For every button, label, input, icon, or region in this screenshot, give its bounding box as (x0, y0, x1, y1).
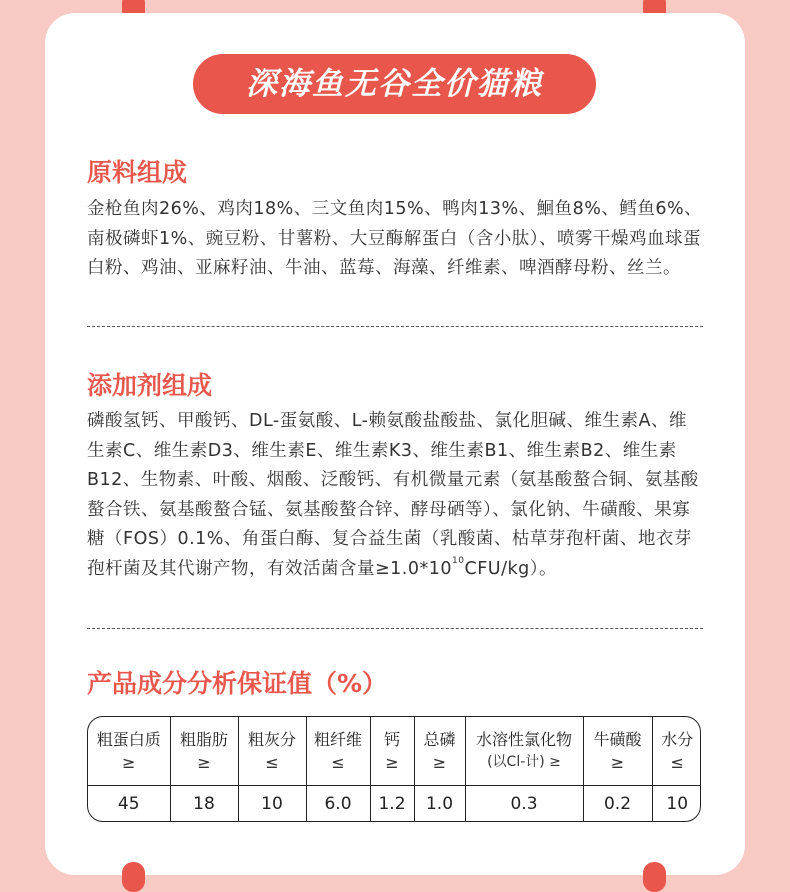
additives-text (87, 407, 703, 584)
table-header-cell (583, 717, 652, 785)
table-header-cell (465, 717, 583, 785)
table-header-cell (170, 717, 238, 785)
column-sign: ≥ (197, 752, 211, 772)
column-sign: ≤ (265, 752, 279, 772)
table-header-cell (370, 717, 414, 785)
table-cell: 18 (170, 785, 238, 822)
divider (87, 326, 703, 327)
column-name: 牛磺酸 (593, 729, 642, 749)
table-cell: 1.0 (414, 785, 465, 822)
table-header-cell (88, 717, 170, 785)
column-name: 钙 (383, 729, 400, 749)
column-name: 总磷 (423, 729, 456, 749)
bottom-right-tab (643, 862, 666, 892)
analysis-heading: 产品成分分析保证值（%） (87, 669, 388, 698)
column-name: 粗纤维 (313, 729, 362, 749)
ingredients-text: 金枪鱼肉26%、鸡肉18%、三文鱼肉15%、鸭肉13%、鮰鱼8%、鳕鱼6%、南极磷虾1%、豌豆粉、甘薯粉、大豆酶解蛋白（含小肽）、喷雾干燥鸡血球蛋白粉、鸡油、亚麻籽油、牛油、蓝莓、海藻、纤维素、啤酒酵母粉、丝兰。 (87, 199, 703, 278)
additives-text-main: 磷酸氢钙、甲酸钙、DL-蛋氨酸、L-赖氨酸盐酸盐、氯化胆碱、维生素A、维生素C、维生素D3、维生素E、维生素K3、维生素B1、维生素B2、维生素B12、生物素、叶酸、烟酸、泛酸钙、有机微量元素（氨基酸螯合铜、氨基酸螯合铁、氨基酸螯合锰、氨基酸螯合锌、酵母硒等）、氯化钠、牛磺酸、果寡糖（FOS）0.1%、角蛋白酶、复合益生菌（乳酸菌、枯草芽孢杆菌、地衣芽孢杆菌及其代谢产物，有效活菌含量≥1.0*10 (87, 411, 699, 579)
ingredients-heading: 原料组成 (87, 158, 188, 187)
column-name: 粗脂肪 (179, 729, 228, 749)
column-sign: ≥ (385, 752, 399, 772)
column-sign: (以Cl-计) ≥ (487, 753, 561, 770)
table-cell: 10 (666, 794, 689, 815)
column-name: 水分 (661, 729, 694, 749)
table-header-cell (652, 717, 701, 785)
table-cell: 10 (238, 785, 306, 822)
additives-superscript: 10 (452, 555, 465, 566)
additives-heading: 添加剂组成 (87, 371, 213, 400)
column-sign: ≤ (331, 752, 345, 772)
table-row (88, 785, 701, 822)
bottom-left-tab (122, 862, 145, 892)
column-sign: ≤ (670, 752, 684, 772)
analysis-table (87, 716, 701, 822)
table-header-cell (306, 717, 370, 785)
table-cell: 0.3 (465, 785, 583, 822)
divider (87, 628, 703, 629)
column-sign: ≥ (610, 752, 625, 772)
table-header-cell (238, 717, 306, 785)
table-cell: 1.2 (370, 785, 414, 822)
column-sign: ≥ (432, 752, 447, 772)
table-header-row (88, 717, 701, 785)
column-name: 粗蛋白质 (96, 729, 161, 749)
column-name: 水溶性氯化物 (475, 729, 572, 749)
column-name: 粗灰分 (247, 729, 296, 749)
additives-text-end: CFU/kg）。 (464, 558, 557, 579)
page-title: 深海鱼无谷全价猫粮 (193, 54, 596, 114)
table-header-cell (414, 717, 465, 785)
table-cell: 45 (88, 785, 170, 822)
table-cell: 0.2 (583, 785, 652, 822)
column-sign: ≥ (122, 752, 136, 772)
table-cell: 6.0 (306, 785, 370, 822)
